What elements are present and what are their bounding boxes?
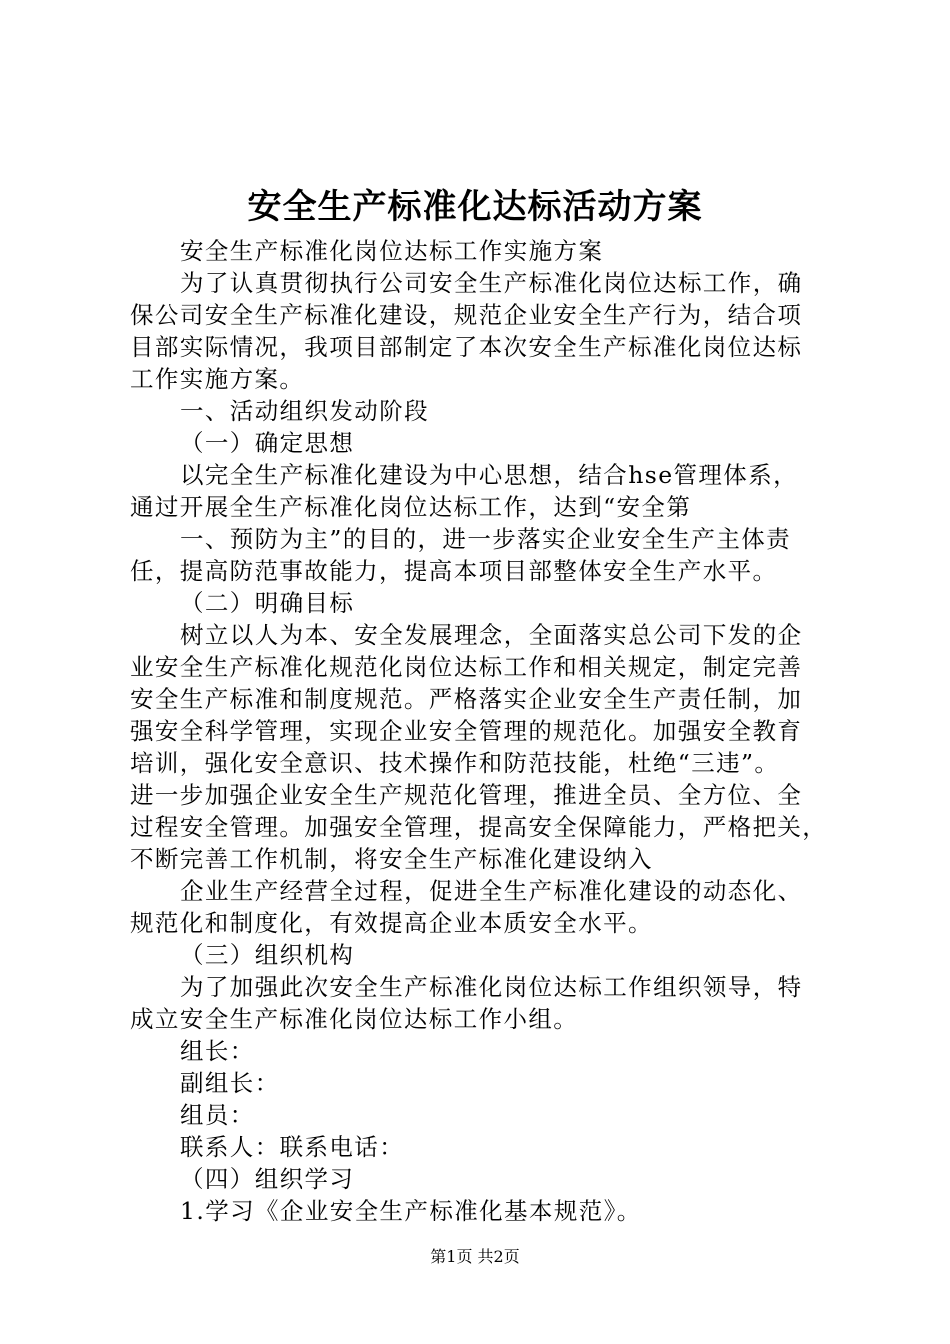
paragraph-line: 成立安全生产标准化岗位达标工作小组。: [130, 1005, 579, 1033]
paragraph-line: 一、预防为主”的目的，进一步落实企业安全生产主体责: [180, 525, 792, 553]
member-field: 组员：: [180, 1101, 255, 1129]
paragraph-line: 不断完善工作机制，将安全生产标准化建设纳入: [130, 845, 653, 873]
page-footer: 第1页 共2页: [430, 1247, 520, 1266]
paragraph-line: 任，提高防范事故能力，提高本项目部整体安全生产水平。: [130, 557, 778, 585]
paragraph-line: 通过开展全生产标准化岗位达标工作，达到“安全第: [130, 493, 692, 521]
paragraph-line: 企业生产经营全过程，促进全生产标准化建设的动态化、: [180, 877, 803, 905]
section-heading: 一、活动组织发动阶段: [180, 397, 429, 425]
paragraph-line: 保公司安全生产标准化建设，规范企业安全生产行为，结合项: [130, 301, 803, 329]
paragraph-line: 为了认真贯彻执行公司安全生产标准化岗位达标工作，确: [180, 269, 803, 297]
paragraph-line: 培训，强化安全意识、技术操作和防范技能，杜绝“三违”。: [130, 749, 780, 777]
subsection-heading: （一）确定思想: [180, 429, 355, 457]
contact-field: 联系人：联系电话：: [180, 1133, 405, 1161]
list-item: 1.学习《企业安全生产标准化基本规范》。: [180, 1197, 642, 1225]
deputy-leader-field: 副组长：: [180, 1069, 280, 1097]
paragraph-line: 过程安全管理。加强安全管理，提高安全保障能力，严格把关，: [130, 813, 828, 841]
subsection-heading: （四）组织学习: [180, 1165, 355, 1193]
document-title: 安全生产标准化达标活动方案: [247, 187, 703, 227]
paragraph-line: 业安全生产标准化规范化岗位达标工作和相关规定，制定完善: [130, 653, 803, 681]
paragraph-line: 强安全科学管理，实现企业安全管理的规范化。加强安全教育: [130, 717, 803, 745]
paragraph-line: 进一步加强企业安全生产规范化管理，推进全员、全方位、全: [130, 781, 803, 809]
paragraph-line: 以完全生产标准化建设为中心思想，结合hse管理体系，: [180, 461, 799, 489]
paragraph-line: 为了加强此次安全生产标准化岗位达标工作组织领导，特: [180, 973, 803, 1001]
document-body: [130, 235, 838, 1227]
paragraph-line: 目部实际情况，我项目部制定了本次安全生产标准化岗位达标: [130, 333, 803, 361]
paragraph-line: 规范化和制度化，有效提高企业本质安全水平。: [130, 909, 653, 937]
subsection-heading: （三）组织机构: [180, 941, 355, 969]
group-leader-field: 组长：: [180, 1037, 255, 1065]
subtitle-line: 安全生产标准化岗位达标工作实施方案: [180, 237, 604, 265]
paragraph-line: 安全生产标准和制度规范。严格落实企业安全生产责任制，加: [130, 685, 803, 713]
paragraph-line: 树立以人为本、安全发展理念，全面落实总公司下发的企: [180, 621, 803, 649]
subsection-heading: （二）明确目标: [180, 589, 355, 617]
paragraph-line: 工作实施方案。: [130, 365, 305, 393]
